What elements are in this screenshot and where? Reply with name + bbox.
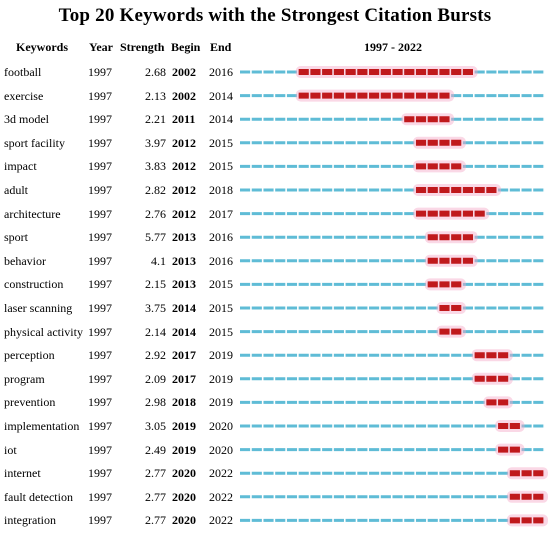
- begin-year: 2002: [172, 65, 196, 79]
- year: 1997: [88, 159, 112, 174]
- strength: 2.14: [145, 324, 166, 339]
- burst-row-laser-scanning: [240, 302, 545, 314]
- header-end: End: [210, 40, 232, 54]
- header-timeline-range: 1997 - 2022: [364, 40, 422, 54]
- end-year: 2016: [209, 65, 233, 79]
- end-year: 2022: [209, 489, 233, 504]
- keyword: implementation: [4, 419, 80, 433]
- keyword: architecture: [4, 206, 61, 221]
- keyword: fault detection: [4, 489, 73, 504]
- chart-title: Top 20 Keywords with the Strongest Citation Bursts: [58, 5, 492, 26]
- burst-row-construction: [240, 278, 545, 290]
- keyword: 3d model: [4, 112, 49, 127]
- keyword: prevention: [4, 395, 56, 410]
- keyword: perception: [4, 348, 55, 363]
- begin-year: 2019: [172, 442, 196, 457]
- end-year: 2015: [209, 135, 233, 150]
- burst-row-sport-facility: [240, 137, 545, 149]
- burst-row-iot: [240, 444, 545, 456]
- burst-row-impact: [240, 160, 545, 172]
- end-year: 2019: [209, 395, 233, 410]
- begin-year: 2011: [172, 112, 196, 127]
- end-year: 2016: [209, 253, 233, 268]
- strength: 2.15: [145, 277, 166, 292]
- burst-row-integration: [240, 514, 548, 526]
- keyword: exercise: [4, 88, 44, 103]
- begin-year: 2020: [172, 513, 196, 528]
- end-year: 2014: [209, 88, 233, 103]
- header-year: Year: [89, 40, 113, 54]
- keyword: adult: [4, 183, 28, 197]
- keyword: sport facility: [4, 135, 65, 150]
- year: 1997: [88, 371, 112, 386]
- begin-year: 2013: [172, 253, 196, 268]
- burst-row-physical-activity: [240, 326, 545, 338]
- year: 1997: [88, 489, 112, 504]
- begin-year: 2013: [172, 277, 196, 292]
- year: 1997: [88, 135, 112, 150]
- strength: 2.82: [145, 183, 166, 197]
- begin-year: 2012: [172, 206, 196, 221]
- strength: 2.92: [145, 348, 166, 363]
- year: 1997: [88, 513, 112, 528]
- header-strength: Strength: [120, 40, 165, 54]
- burst-row-program: [240, 373, 545, 385]
- end-year: 2019: [209, 371, 233, 386]
- keyword: behavior: [4, 253, 46, 268]
- begin-year: 2002: [172, 88, 196, 103]
- year: 1997: [88, 253, 112, 268]
- year: 1997: [88, 348, 112, 363]
- year: 1997: [88, 301, 112, 315]
- year: 1997: [88, 419, 112, 433]
- begin-year: 2018: [172, 395, 196, 410]
- burst-row-fault-detection: [240, 491, 548, 503]
- strength: 2.49: [145, 442, 166, 457]
- keyword: football: [4, 65, 42, 79]
- strength: 2.77: [145, 489, 166, 504]
- begin-year: 2020: [172, 489, 196, 504]
- keyword: impact: [4, 159, 37, 174]
- strength: 4.1: [151, 253, 166, 268]
- begin-year: 2017: [172, 371, 196, 386]
- burst-row-3d-model: [240, 113, 545, 125]
- burst-row-perception: [240, 349, 545, 361]
- keyword: laser scanning: [4, 301, 73, 315]
- burst-row-behavior: [240, 255, 545, 267]
- keyword: construction: [4, 277, 64, 292]
- year: 1997: [88, 442, 112, 457]
- end-year: 2015: [209, 324, 233, 339]
- strength: 2.77: [145, 466, 166, 481]
- keyword: internet: [4, 466, 41, 481]
- end-year: 2022: [209, 466, 233, 481]
- begin-year: 2019: [172, 419, 196, 433]
- year: 1997: [88, 230, 112, 245]
- year: 1997: [88, 65, 112, 79]
- strength: 2.98: [145, 395, 166, 410]
- strength: 2.09: [145, 371, 166, 386]
- begin-year: 2017: [172, 348, 196, 363]
- strength: 2.21: [145, 112, 166, 127]
- strength: 2.76: [145, 206, 166, 221]
- end-year: 2015: [209, 301, 233, 315]
- keyword: physical activity: [4, 324, 83, 339]
- end-year: 2016: [209, 230, 233, 245]
- end-year: 2020: [209, 419, 233, 433]
- end-year: 2020: [209, 442, 233, 457]
- burst-row-prevention: [240, 396, 545, 408]
- burst-row-exercise: [240, 90, 545, 102]
- begin-year: 2012: [172, 159, 196, 174]
- strength: 3.83: [145, 159, 166, 174]
- strength: 3.05: [145, 419, 166, 433]
- begin-year: 2012: [172, 183, 196, 197]
- end-year: 2018: [209, 183, 233, 197]
- strength: 2.77: [145, 513, 166, 528]
- end-year: 2022: [209, 513, 233, 528]
- end-year: 2014: [209, 112, 233, 127]
- burst-row-football: [240, 66, 545, 78]
- burst-row-sport: [240, 231, 545, 243]
- end-year: 2015: [209, 277, 233, 292]
- end-year: 2017: [209, 206, 233, 221]
- burst-row-internet: [240, 467, 548, 479]
- begin-year: 2014: [172, 324, 196, 339]
- strength: 2.68: [145, 65, 166, 79]
- strength: 3.97: [145, 135, 166, 150]
- burst-row-architecture: [240, 208, 545, 220]
- header-keywords: Keywords: [16, 40, 68, 54]
- end-year: 2015: [209, 159, 233, 174]
- burst-row-adult: [240, 184, 545, 196]
- year: 1997: [88, 206, 112, 221]
- strength: 2.13: [145, 88, 166, 103]
- year: 1997: [88, 183, 112, 197]
- begin-year: 2013: [172, 230, 196, 245]
- begin-year: 2014: [172, 301, 196, 315]
- header-begin: Begin: [171, 40, 201, 54]
- begin-year: 2020: [172, 466, 196, 481]
- year: 1997: [88, 112, 112, 127]
- keyword: integration: [4, 513, 56, 528]
- strength: 5.77: [145, 230, 166, 245]
- year: 1997: [88, 466, 112, 481]
- year: 1997: [88, 395, 112, 410]
- keyword: iot: [4, 442, 17, 457]
- year: 1997: [88, 324, 112, 339]
- strength: 3.75: [145, 301, 166, 315]
- keyword: program: [4, 371, 45, 386]
- year: 1997: [88, 88, 112, 103]
- year: 1997: [88, 277, 112, 292]
- burst-row-implementation: [240, 420, 545, 432]
- end-year: 2019: [209, 348, 233, 363]
- begin-year: 2012: [172, 135, 196, 150]
- keyword: sport: [4, 230, 28, 245]
